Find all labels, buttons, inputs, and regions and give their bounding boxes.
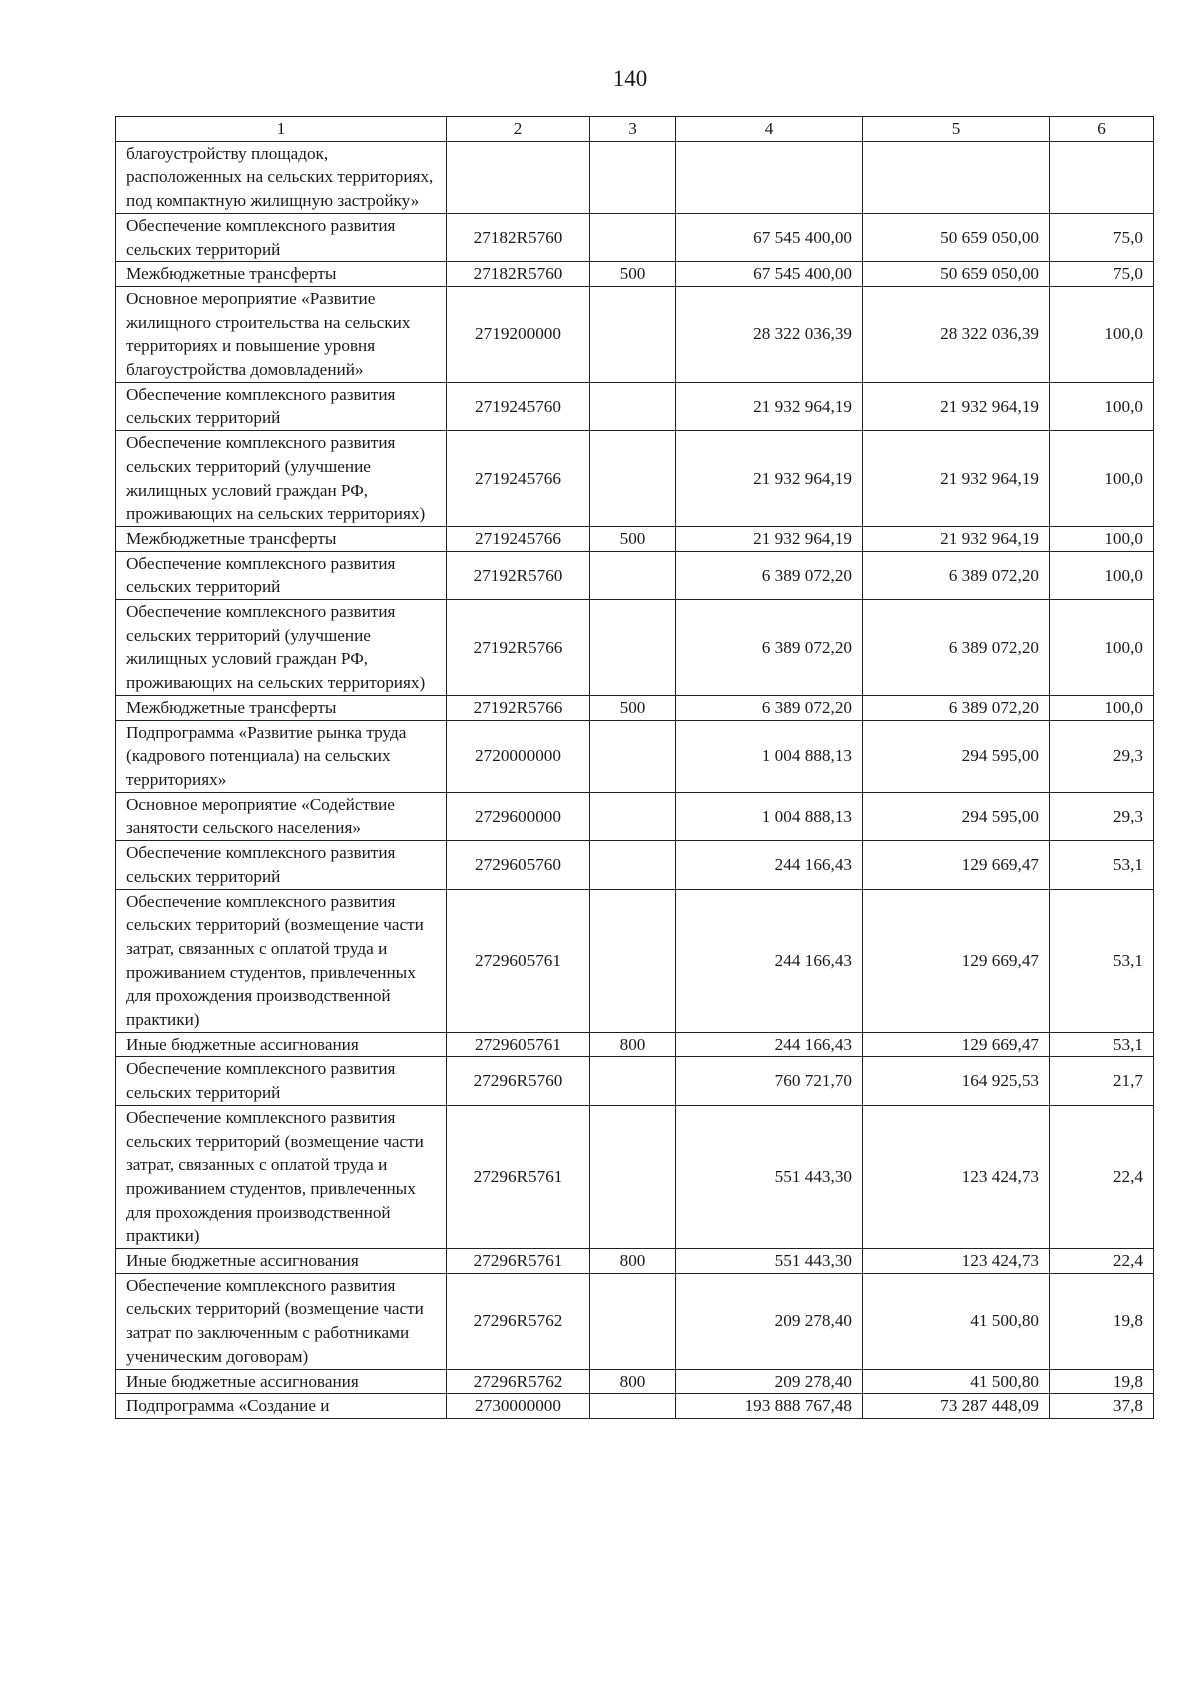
target-code-cell: 2719200000 [447,286,590,382]
column-header: 3 [590,117,676,142]
expense-type-cell [590,1394,676,1419]
expense-type-cell [590,600,676,696]
expense-type-cell [590,792,676,840]
table-row [116,213,1154,261]
planned-amount-cell [676,141,863,213]
table-row [116,889,1154,1032]
execution-percent-cell: 29,3 [1050,720,1154,792]
item-name-cell: Обеспечение комплексного развития сельских территорий [116,551,447,599]
item-name-cell: Иные бюджетные ассигнования [116,1369,447,1394]
actual-amount-cell: 28 322 036,39 [863,286,1050,382]
expense-type-cell: 800 [590,1249,676,1274]
execution-percent-cell: 100,0 [1050,600,1154,696]
table-body [116,141,1154,1418]
planned-amount-cell: 6 389 072,20 [676,695,863,720]
planned-amount-cell: 6 389 072,20 [676,551,863,599]
expense-type-cell: 800 [590,1369,676,1394]
actual-amount-cell: 6 389 072,20 [863,695,1050,720]
column-header: 4 [676,117,863,142]
planned-amount-cell: 1 004 888,13 [676,720,863,792]
column-header: 2 [447,117,590,142]
execution-percent-cell: 100,0 [1050,382,1154,430]
item-name-cell: Межбюджетные трансферты [116,526,447,551]
table-row [116,551,1154,599]
item-name-cell: Межбюджетные трансферты [116,695,447,720]
execution-percent-cell: 22,4 [1050,1105,1154,1248]
planned-amount-cell: 6 389 072,20 [676,600,863,696]
expense-type-cell [590,1273,676,1369]
table-row [116,262,1154,287]
actual-amount-cell: 294 595,00 [863,792,1050,840]
actual-amount-cell: 6 389 072,20 [863,551,1050,599]
planned-amount-cell: 67 545 400,00 [676,213,863,261]
item-name-cell: Иные бюджетные ассигнования [116,1032,447,1057]
expense-type-cell: 500 [590,695,676,720]
actual-amount-cell: 21 932 964,19 [863,431,1050,527]
target-code-cell: 2730000000 [447,1394,590,1419]
target-code-cell: 2729605761 [447,889,590,1032]
planned-amount-cell: 21 932 964,19 [676,382,863,430]
expense-type-cell: 500 [590,526,676,551]
expense-type-cell [590,841,676,889]
target-code-cell: 27192R5766 [447,600,590,696]
item-name-cell: Обеспечение комплексного развития сельских территорий [116,841,447,889]
table-row [116,1394,1154,1419]
expense-type-cell [590,382,676,430]
execution-percent-cell: 22,4 [1050,1249,1154,1274]
actual-amount-cell: 21 932 964,19 [863,526,1050,551]
table-row [116,382,1154,430]
table-row [116,720,1154,792]
item-name-cell: Иные бюджетные ассигнования [116,1249,447,1274]
planned-amount-cell: 193 888 767,48 [676,1394,863,1419]
planned-amount-cell: 67 545 400,00 [676,262,863,287]
item-name-cell: Обеспечение комплексного развития сельских территорий [116,382,447,430]
target-code-cell: 2729605760 [447,841,590,889]
target-code-cell: 27182R5760 [447,213,590,261]
column-header: 1 [116,117,447,142]
planned-amount-cell: 244 166,43 [676,841,863,889]
planned-amount-cell: 1 004 888,13 [676,792,863,840]
table-row [116,841,1154,889]
execution-percent-cell [1050,141,1154,213]
item-name-cell: Обеспечение комплексного развития сельских территорий (возмещение части затрат по заключенным с работниками ученическим договорам) [116,1273,447,1369]
planned-amount-cell: 209 278,40 [676,1273,863,1369]
actual-amount-cell: 129 669,47 [863,889,1050,1032]
item-name-cell: Обеспечение комплексного развития сельских территорий [116,213,447,261]
execution-percent-cell: 53,1 [1050,1032,1154,1057]
expense-type-cell [590,1057,676,1105]
planned-amount-cell: 244 166,43 [676,889,863,1032]
target-code-cell: 2729605761 [447,1032,590,1057]
target-code-cell: 2720000000 [447,720,590,792]
execution-percent-cell: 75,0 [1050,213,1154,261]
target-code-cell: 2729600000 [447,792,590,840]
item-name-cell: Межбюджетные трансферты [116,262,447,287]
target-code-cell: 27296R5761 [447,1105,590,1248]
target-code-cell: 27296R5762 [447,1273,590,1369]
expense-type-cell [590,889,676,1032]
execution-percent-cell: 53,1 [1050,889,1154,1032]
target-code-cell: 2719245760 [447,382,590,430]
item-name-cell: Обеспечение комплексного развития сельских территорий (возмещение части затрат, связанных с оплатой труда и проживанием студентов, привлеченных для прохождения производственной практики) [116,1105,447,1248]
execution-percent-cell: 19,8 [1050,1369,1154,1394]
item-name-cell: благоустройству площадок, расположенных на сельских территориях, под компактную жилищную застройку» [116,141,447,213]
expense-type-cell [590,141,676,213]
item-name-cell: Обеспечение комплексного развития сельских территорий (возмещение части затрат, связанных с оплатой труда и проживанием студентов, привлеченных для прохождения производственной практики) [116,889,447,1032]
planned-amount-cell: 28 322 036,39 [676,286,863,382]
execution-percent-cell: 100,0 [1050,286,1154,382]
table-row [116,792,1154,840]
target-code-cell: 27296R5761 [447,1249,590,1274]
actual-amount-cell: 123 424,73 [863,1105,1050,1248]
actual-amount-cell: 164 925,53 [863,1057,1050,1105]
planned-amount-cell: 21 932 964,19 [676,526,863,551]
planned-amount-cell: 21 932 964,19 [676,431,863,527]
table-row [116,1369,1154,1394]
table-row [116,141,1154,213]
execution-percent-cell: 29,3 [1050,792,1154,840]
page-number: 140 [612,66,648,91]
execution-percent-cell: 53,1 [1050,841,1154,889]
execution-percent-cell: 100,0 [1050,551,1154,599]
item-name-cell: Основное мероприятие «Содействие занятости сельского населения» [116,792,447,840]
table-row [116,1273,1154,1369]
table-row [116,1105,1154,1248]
actual-amount-cell: 73 287 448,09 [863,1394,1050,1419]
target-code-cell: 27182R5760 [447,262,590,287]
table-row [116,695,1154,720]
target-code-cell: 27192R5760 [447,551,590,599]
target-code-cell: 2719245766 [447,526,590,551]
actual-amount-cell: 21 932 964,19 [863,382,1050,430]
item-name-cell: Подпрограмма «Создание и [116,1394,447,1419]
actual-amount-cell: 294 595,00 [863,720,1050,792]
actual-amount-cell: 50 659 050,00 [863,213,1050,261]
table-row [116,1249,1154,1274]
target-code-cell: 2719245766 [447,431,590,527]
execution-percent-cell: 100,0 [1050,526,1154,551]
actual-amount-cell: 123 424,73 [863,1249,1050,1274]
execution-percent-cell: 100,0 [1050,695,1154,720]
execution-percent-cell: 100,0 [1050,431,1154,527]
table-row [116,286,1154,382]
target-code-cell [447,141,590,213]
actual-amount-cell: 6 389 072,20 [863,600,1050,696]
column-header: 5 [863,117,1050,142]
column-header: 6 [1050,117,1154,142]
execution-percent-cell: 19,8 [1050,1273,1154,1369]
table-row [116,600,1154,696]
planned-amount-cell: 209 278,40 [676,1369,863,1394]
expense-type-cell: 800 [590,1032,676,1057]
actual-amount-cell: 41 500,80 [863,1273,1050,1369]
table-row [116,1032,1154,1057]
expense-type-cell [590,1105,676,1248]
planned-amount-cell: 551 443,30 [676,1249,863,1274]
expense-type-cell [590,720,676,792]
execution-percent-cell: 37,8 [1050,1394,1154,1419]
expense-type-cell [590,213,676,261]
actual-amount-cell: 41 500,80 [863,1369,1050,1394]
target-code-cell: 27192R5766 [447,695,590,720]
table-row [116,1057,1154,1105]
item-name-cell: Основное мероприятие «Развитие жилищного строительства на сельских территориях и повышение уровня благоустройства домовладений» [116,286,447,382]
actual-amount-cell [863,141,1050,213]
expense-type-cell [590,286,676,382]
target-code-cell: 27296R5760 [447,1057,590,1105]
execution-percent-cell: 75,0 [1050,262,1154,287]
planned-amount-cell: 244 166,43 [676,1032,863,1057]
item-name-cell: Подпрограмма «Развитие рынка труда (кадрового потенциала) на сельских территориях» [116,720,447,792]
item-name-cell: Обеспечение комплексного развития сельских территорий (улучшение жилищных условий граждан РФ, проживающих на сельских территориях) [116,431,447,527]
table-row [116,526,1154,551]
execution-percent-cell: 21,7 [1050,1057,1154,1105]
actual-amount-cell: 129 669,47 [863,1032,1050,1057]
expense-type-cell: 500 [590,262,676,287]
planned-amount-cell: 551 443,30 [676,1105,863,1248]
actual-amount-cell: 50 659 050,00 [863,262,1050,287]
table-header-row [116,117,1154,142]
budget-table [115,116,1154,1419]
item-name-cell: Обеспечение комплексного развития сельских территорий [116,1057,447,1105]
target-code-cell: 27296R5762 [447,1369,590,1394]
expense-type-cell [590,551,676,599]
planned-amount-cell: 760 721,70 [676,1057,863,1105]
expense-type-cell [590,431,676,527]
table-row [116,431,1154,527]
actual-amount-cell: 129 669,47 [863,841,1050,889]
item-name-cell: Обеспечение комплексного развития сельских территорий (улучшение жилищных условий граждан РФ, проживающих на сельских территориях) [116,600,447,696]
